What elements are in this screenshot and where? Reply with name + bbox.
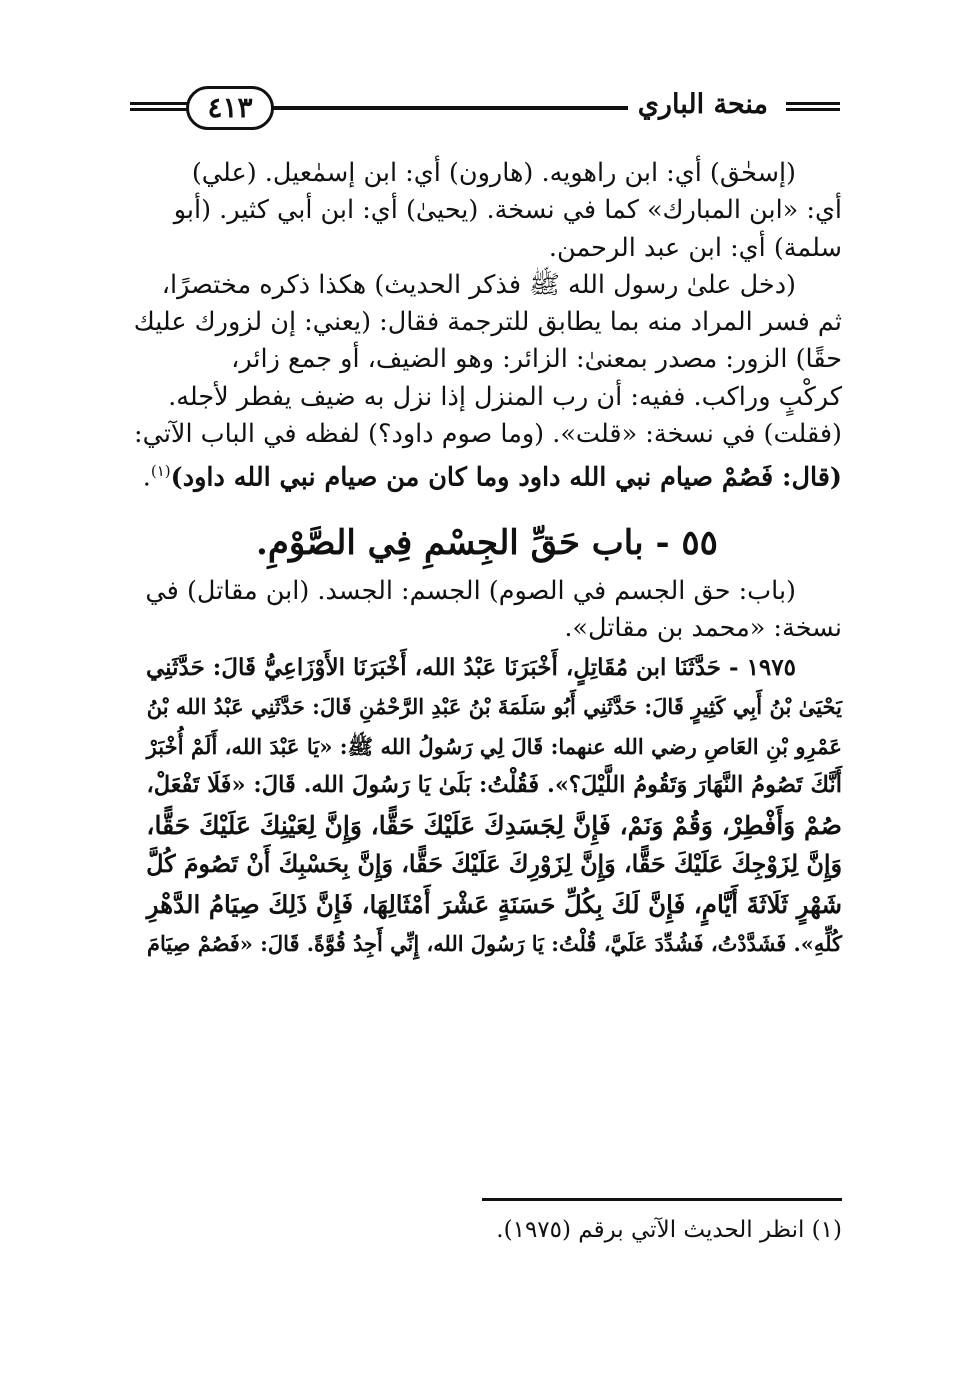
hadith-line: عَمْرِو بْنِ العَاصِ رضي الله عنهما: قَالَ لِي رَسُولُ الله ﷺ: «يَا عَبْدَ الله، أَلَمْ أُخْبَرْ <box>146 733 842 759</box>
hadith-line: كُلِّهِ». فَشَدَّدْتُ، فَشُدِّدَ عَلَيَّ، قُلْتُ: يَا رَسُولَ الله، إِنِّي أَجِدُ قُوَّةً. قَالَ: «فَصُمْ صِيَامَ <box>147 931 842 957</box>
text-line: سلمة) أي: ابن عبد الرحمن. <box>548 232 842 263</box>
hadith-line: صُمْ وَأَفْطِرْ، وَقُمْ وَنَمْ، فَإِنَّ لِجَسَدِكَ عَلَيْكَ حَقًّا، وَإِنَّ لِعَيْنِكَ عَلَيْكَ حَقًّا، <box>146 809 842 840</box>
chapter-commentary <box>132 573 842 648</box>
footnote-rule <box>482 1198 842 1201</box>
hadith-line: أَنَّكَ تَصُومُ النَّهَارَ وَتَقُومُ اللَّيْلَ؟». فَقُلْتُ: بَلَىٰ يَا رَسُولَ الله. قَالَ: «فَلَا تَفْعَلْ، <box>146 772 842 799</box>
text-line: (قال: فَصُمْ صيام نبي الله داود وما كان من صيام نبي الله داود)$^{(١)}$. <box>142 462 842 493</box>
page-number: ٤١٣ <box>186 86 274 130</box>
commentary-paragraph <box>132 267 842 497</box>
hadith-line: ١٩٧٥ - حَدَّثَنَا ابن مُقَاتِلٍ، أَخْبَرَنَا عَبْدُ الله، أَخْبَرَنَا الأَوْزَاعِيُّ قَالَ: حَدَّثَنِي <box>145 653 796 681</box>
text-line: نسخة: «محمد بن مقاتل». <box>564 613 842 644</box>
chapter-title: ٥٥ - باب حَقِّ الجِسْمِ فِي الصَّوْمِ. <box>256 523 718 564</box>
text-line: كركْبٍ وراكب. ففيه: أن رب المنزل إذا نزل به ضيف يفطر لأجله. <box>168 381 842 412</box>
text-line: أي: «ابن المبارك» كما في نسخة. (يحيىٰ) أي: ابن أبي كثير. (أبو <box>173 195 842 226</box>
text-line: (فقلت) في نسخة: «قلت». (وما صوم داود؟) لفظه في الباب الآتي: <box>133 419 842 450</box>
header-rule-left <box>130 102 192 114</box>
text-line: حقًا) الزور: مصدر بمعنىٰ: الزائر: وهو الضيف، أو جمع زائر، <box>231 344 842 375</box>
text-line: (دخل علىٰ رسول الله ﷺ فذكر الحديث) هكذا ذكره مختصرًا، <box>161 269 796 300</box>
hadith-line: وَإِنَّ لِزَوْجِكَ عَلَيْكَ حَقًّا، وَإِنَّ لِزَوْرِكَ عَلَيْكَ حَقًّا، وَإِنَّ بِحَسْبِكَ أَنْ تَصُومَ كُلَّ <box>146 850 842 879</box>
quoted-text: (قال: فَصُمْ صيام نبي الله داود وما كان من صيام نبي الله داود) <box>170 462 842 493</box>
running-title: منحة الباري <box>628 84 778 126</box>
page-header <box>130 80 840 140</box>
text-line: ثم فسر المراد منه بما يطابق للترجمة فقال: (يعني: إن لزورك عليك <box>133 307 842 338</box>
footnote-ref: (١) <box>150 462 171 481</box>
footnote: (١) انظر الحديث الآتي برقم (١٩٧٥). <box>496 1217 842 1243</box>
hadith-line: شَهْرٍ ثَلَاثَةَ أَيَّامٍ، فَإِنَّ لَكَ بِكُلِّ حَسَنَةٍ عَشْرَ أَمْثَالِهَا، فَإِنَّ ذَلِكَ صِيَامُ الدَّهْرِ <box>146 889 842 919</box>
commentary-paragraph <box>132 155 842 267</box>
text-line: (إسحٰق) أي: ابن راهويه. (هارون) أي: ابن إسمٰعيل. (علي) <box>191 158 796 188</box>
hadith-text <box>132 648 842 964</box>
header-rule-right <box>786 102 840 114</box>
text-line: (باب: حق الجسم في الصوم) الجسم: الجسد. (ابن مقاتل) في <box>145 576 796 607</box>
hadith-line: يَحْيَىٰ بْنُ أَبِي كَثِيرٍ قَالَ: حَدَّثَنِي أَبُو سَلَمَةَ بْنُ عَبْدِ الرَّحْمَٰنِ قَالَ: حَدَّثَنِي عَبْدُ الله بْنُ <box>146 694 842 720</box>
page-content <box>132 155 842 964</box>
